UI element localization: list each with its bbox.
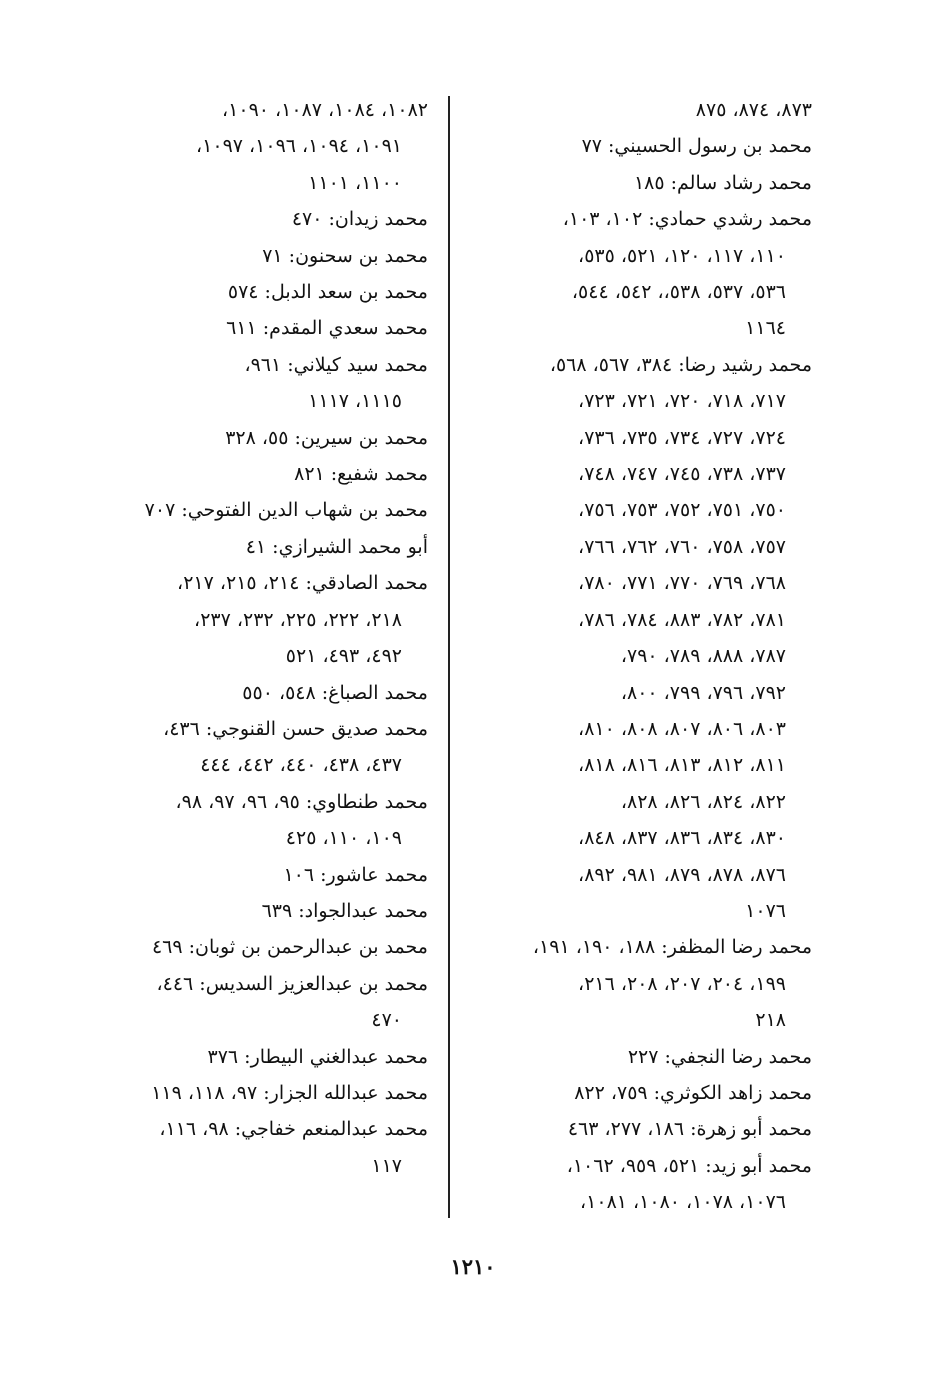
entry-line: محمد الصباغ: ٥٤٨، ٥٥٠ bbox=[242, 681, 428, 704]
index-entry bbox=[90, 966, 428, 1039]
index-entry bbox=[90, 857, 428, 893]
entry-line: محمد رشدي حمادي: ١٠٢، ١٠٣، bbox=[562, 208, 812, 231]
entry-continuation-line: ٢١٨، ٢٢٢، ٢٢٥، ٢٣٢، ٢٣٧، bbox=[194, 608, 402, 631]
entry-continuation-line: ٨٢٢، ٨٢٤، ٨٢٦، ٨٢٨، bbox=[620, 790, 786, 813]
entry-continuation-line: ٧٦٨، ٧٦٩، ٧٧٠، ٧٧١، ٧٨٠، bbox=[578, 572, 786, 595]
entry-continuation-line: ٧٥٧، ٧٥٨، ٧٦٠، ٧٦٢، ٧٦٦، bbox=[578, 535, 786, 558]
entry-line: محمد رشاد سالم: ١٨٥ bbox=[633, 171, 812, 194]
entry-line: محمد شفيع: ٨٢١ bbox=[294, 463, 428, 486]
entry-line: محمد بن عبدالرحمن بن ثوبان: ٤٦٩ bbox=[151, 936, 428, 959]
index-entry bbox=[90, 893, 428, 929]
entry-continuation-line: ٤٩٢، ٤٩٣، ٥٢١ bbox=[285, 645, 402, 668]
entry-line: محمد طنطاوي: ٩٥، ٩٦، ٩٧، ٩٨، bbox=[175, 790, 428, 813]
entry-line: محمد بن سحنون: ٧١ bbox=[262, 244, 428, 267]
entry-line: محمد رضا المظفر: ١٨٨، ١٩٠، ١٩١، bbox=[532, 936, 812, 959]
entry-line: محمد رشيد رضا: ٣٨٤، ٥٦٧، ٥٦٨، bbox=[549, 353, 812, 376]
index-entry bbox=[460, 1111, 812, 1147]
entry-line: محمد أبو زهرة: ١٨٦، ٢٧٧، ٤٦٣ bbox=[567, 1118, 812, 1141]
index-entry bbox=[90, 1039, 428, 1075]
entry-continuation-line: ١٠٩، ١١٠، ٤٢٥ bbox=[285, 827, 402, 850]
entry-line: محمد بن عبدالعزيز السديس: ٤٤٦، bbox=[156, 972, 428, 995]
index-entry bbox=[90, 238, 428, 274]
entry-continuation-line: ٧٥٠، ٧٥١، ٧٥٢، ٧٥٣، ٧٥٦، bbox=[578, 499, 786, 522]
entry-line: محمد أبو زيد: ٥٢١، ٩٥٩، ١٠٦٢، bbox=[566, 1154, 812, 1177]
index-entry bbox=[90, 1075, 428, 1111]
entry-line: محمد الصادقي: ٢١٤، ٢١٥، ٢١٧، bbox=[177, 572, 428, 595]
entry-line: ١٠٨٢، ١٠٨٤، ١٠٨٧، ١٠٩٠، bbox=[222, 99, 428, 121]
entry-continuation-line: ٥٣٦، ٥٣٧، ٥٣٨،، ٥٤٢، ٥٤٤، bbox=[571, 281, 786, 304]
index-entry bbox=[460, 1075, 812, 1111]
entry-continuation-line: ٨٠٣، ٨٠٦، ٨٠٧، ٨٠٨، ٨١٠، bbox=[578, 717, 786, 740]
entry-line: محمد بن سيرين: ٥٥، ٣٢٨ bbox=[225, 426, 428, 449]
entry-continuation-line: ١٠٧٦، ١٠٧٨، ١٠٨٠، ١٠٨١، bbox=[580, 1191, 786, 1214]
index-entry bbox=[90, 456, 428, 492]
index-entry bbox=[90, 675, 428, 711]
entry-continuation-line: ١١٠٠، ١١٠١ bbox=[308, 171, 402, 194]
entry-continuation-line: ١١١٥، ١١١٧ bbox=[308, 390, 402, 413]
index-entry bbox=[90, 929, 428, 965]
index-entry bbox=[460, 201, 812, 347]
index-entry bbox=[460, 92, 812, 128]
entry-continuation-line: ١١٦٤ bbox=[745, 317, 786, 340]
index-entry bbox=[90, 529, 428, 565]
index-entry bbox=[90, 565, 428, 674]
index-entry bbox=[90, 310, 428, 346]
entry-continuation-line: ٧١٧، ٧١٨، ٧٢٠، ٧٢١، ٧٢٣، bbox=[578, 390, 786, 413]
index-entry bbox=[460, 128, 812, 164]
entry-line: أبو محمد الشيرازي: ٤١ bbox=[245, 535, 428, 558]
index-entry bbox=[90, 347, 428, 420]
entry-line: محمد صديق حسن القنوجي: ٤٣٦، bbox=[163, 717, 428, 740]
entry-line: محمد عبدالله الجزار: ٩٧، ١١٨، ١١٩ bbox=[151, 1081, 428, 1104]
entry-continuation-line: ٨١١، ٨١٢، ٨١٣، ٨١٦، ٨١٨، bbox=[578, 754, 786, 777]
right-column bbox=[460, 92, 812, 1221]
entry-continuation-line: ٧٨١، ٧٨٢، ٨٨٣، ٧٨٤، ٧٨٦، bbox=[578, 608, 786, 631]
index-entry bbox=[90, 711, 428, 784]
entry-line: محمد سيد كيلاني: ٩٦١، bbox=[244, 353, 428, 376]
index-entry bbox=[90, 784, 428, 857]
entry-continuation-line: ٧٨٧، ٨٨٨، ٧٨٩، ٧٩٠، bbox=[620, 645, 786, 668]
index-entry bbox=[90, 201, 428, 237]
entry-continuation-line: ٨٧٦، ٨٧٨، ٨٧٩، ٩٨١، ٨٩٢، bbox=[578, 863, 786, 886]
entry-line: محمد زيدان: ٤٧٠ bbox=[291, 208, 428, 231]
entry-line: محمد عبدالغني البيطار: ٣٧٦ bbox=[207, 1045, 428, 1068]
index-entry bbox=[90, 1111, 428, 1184]
entry-continuation-line: ٤٣٧، ٤٣٨، ٤٤٠، ٤٤٢، ٤٤٤ bbox=[200, 754, 402, 777]
entry-line: محمد زاهد الكوثري: ٧٥٩، ٨٢٢ bbox=[574, 1081, 812, 1104]
index-entry bbox=[90, 492, 428, 528]
index-entry bbox=[90, 92, 428, 201]
entry-continuation-line: ١١٧ bbox=[371, 1154, 402, 1177]
entry-continuation-line: ٢١٨ bbox=[755, 1009, 786, 1032]
entry-continuation-line: ٧٢٤، ٧٢٧، ٧٣٤، ٧٣٥، ٧٣٦، bbox=[578, 426, 786, 449]
entry-continuation-line: ٨٣٠، ٨٣٤، ٨٣٦، ٨٣٧، ٨٤٨، bbox=[578, 827, 786, 850]
index-entry bbox=[90, 420, 428, 456]
entry-continuation-line: ٤٧٠ bbox=[371, 1009, 402, 1032]
entry-line: محمد عبدالمنعم خفاجي: ٩٨، ١١٦، bbox=[159, 1118, 428, 1141]
entry-continuation-line: ١٠٩١، ١٠٩٤، ١٠٩٦، ١٠٩٧، bbox=[196, 135, 402, 158]
entry-continuation-line: ٧٣٧، ٧٣٨، ٧٤٥، ٧٤٧، ٧٤٨، bbox=[578, 463, 786, 486]
entry-continuation-line: ١٩٩، ٢٠٤، ٢٠٧، ٢٠٨، ٢١٦، bbox=[578, 972, 786, 995]
page-number: ١٢١٠ bbox=[450, 1254, 496, 1279]
entry-line: محمد عبدالجواد: ٦٣٩ bbox=[261, 899, 428, 922]
index-entry bbox=[90, 274, 428, 310]
index-entry bbox=[460, 929, 812, 1038]
column-divider bbox=[448, 96, 450, 1218]
entry-continuation-line: ١٠٧٦ bbox=[745, 899, 786, 922]
index-entry bbox=[460, 165, 812, 201]
entry-line: ٨٧٣، ٨٧٤، ٨٧٥ bbox=[695, 99, 812, 121]
entry-line: محمد سعدي المقدم: ٦١١ bbox=[226, 317, 428, 340]
index-entry bbox=[460, 347, 812, 930]
index-entry bbox=[460, 1148, 812, 1221]
index-entry bbox=[460, 1039, 812, 1075]
entry-line: محمد بن رسول الحسيني: ٧٧ bbox=[581, 135, 812, 158]
entry-line: محمد بن شهاب الدين الفتوحي: ٧٠٧ bbox=[144, 499, 428, 522]
entry-line: محمد بن سعد الدبل: ٥٧٤ bbox=[227, 281, 428, 304]
left-column bbox=[90, 92, 428, 1184]
entry-line: محمد رضا النجفي: ٢٢٧ bbox=[627, 1045, 812, 1068]
entry-line: محمد عاشور: ١٠٦ bbox=[283, 863, 428, 886]
entry-continuation-line: ١١٠، ١١٧، ١٢٠، ٥٢١، ٥٣٥، bbox=[578, 244, 786, 267]
entry-continuation-line: ٧٩٢، ٧٩٦، ٧٩٩، ٨٠٠، bbox=[620, 681, 786, 704]
